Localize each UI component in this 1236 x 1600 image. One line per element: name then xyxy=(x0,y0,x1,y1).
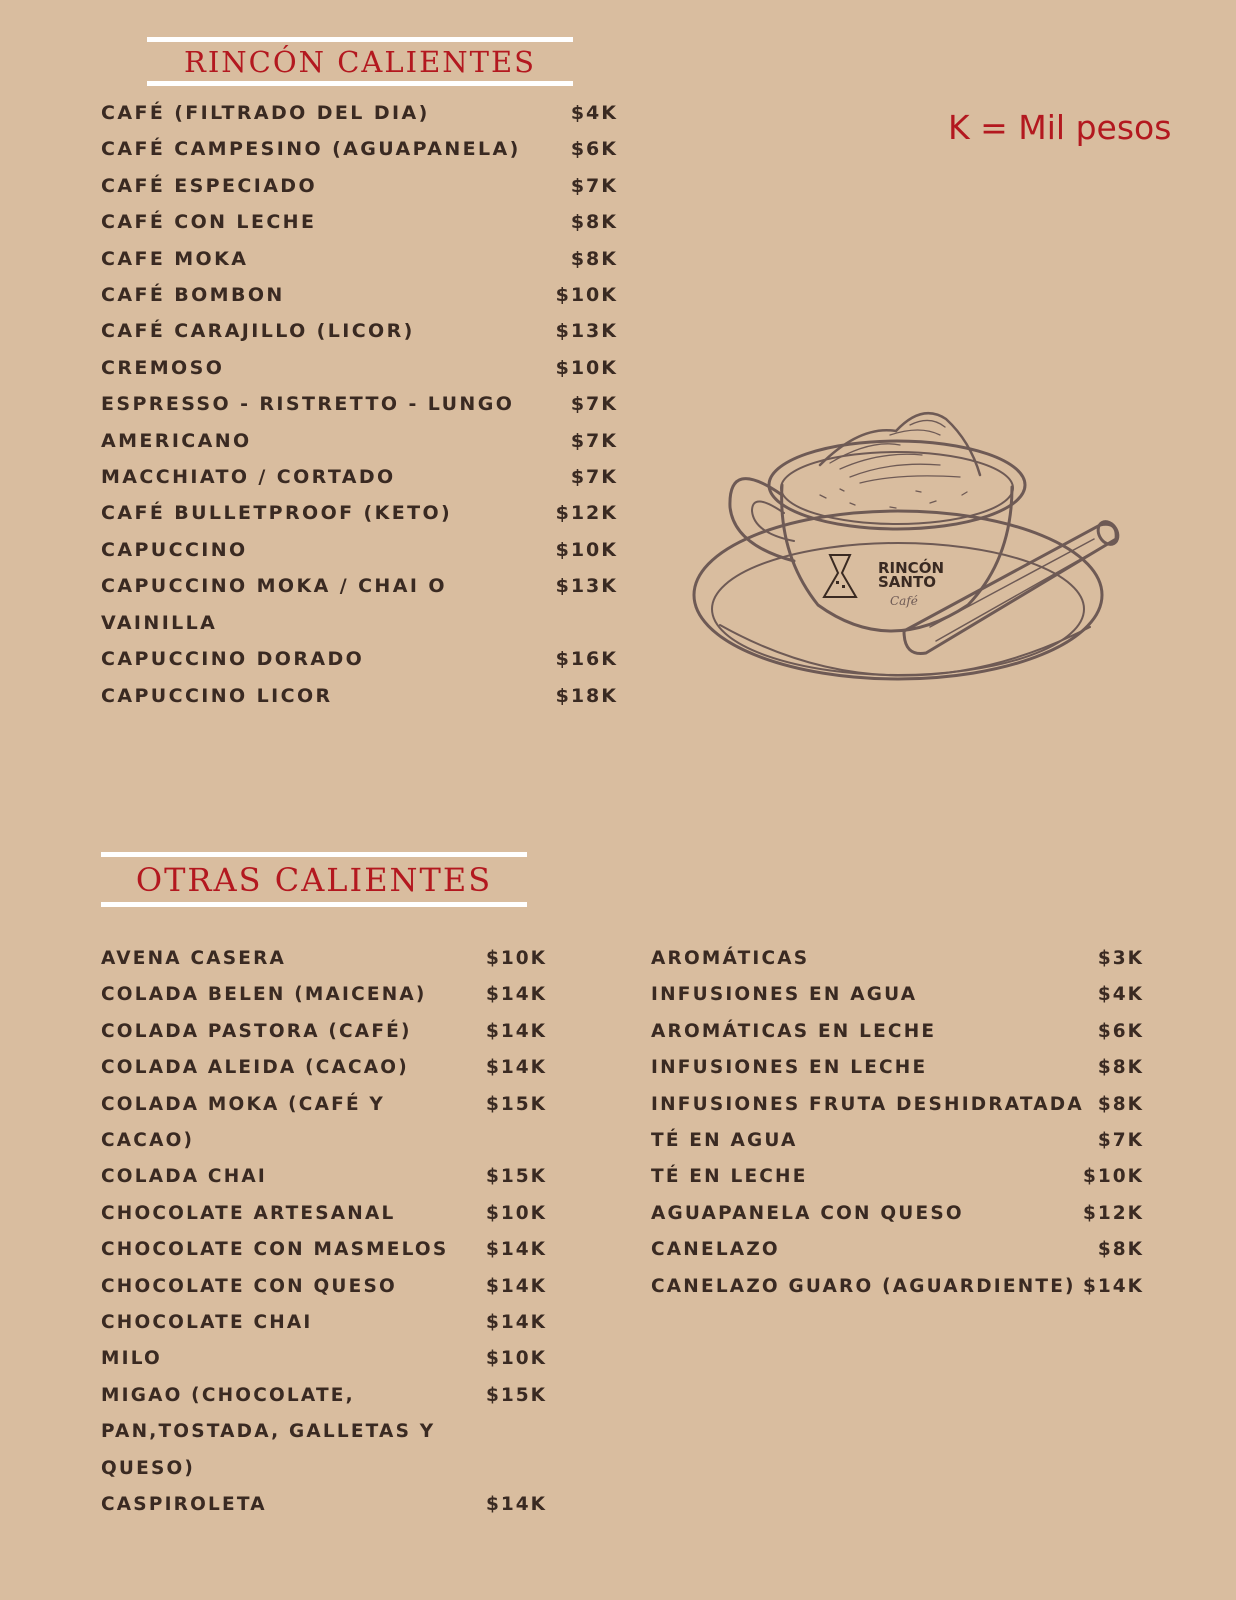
menu-item-price: $7K xyxy=(570,174,618,197)
menu-item-price: $12K xyxy=(1083,1202,1144,1224)
menu-item-price: $10K xyxy=(555,538,618,561)
menu-item-name: CAFÉ BOMBON xyxy=(101,284,285,307)
menu-list-rincon-calientes xyxy=(101,95,618,714)
menu-item xyxy=(101,678,618,714)
menu-item-price: $13K xyxy=(555,575,618,598)
menu-item xyxy=(101,1232,547,1268)
cup-body xyxy=(782,485,1012,631)
menu-item-price: $15K xyxy=(486,1166,547,1188)
menu-item xyxy=(101,131,618,167)
menu-item xyxy=(651,1014,1144,1050)
menu-item xyxy=(101,459,618,495)
menu-item-name: CHOCOLATE CON MASMELOS xyxy=(101,1239,449,1261)
menu-item-name: CHOCOLATE CHAI xyxy=(101,1312,313,1334)
menu-item-name: COLADA MOKA (CAFÉ Y CACAO) xyxy=(101,1093,386,1152)
menu-item xyxy=(101,1050,547,1086)
menu-list-otras-calientes-left xyxy=(101,941,547,1524)
menu-item xyxy=(651,1196,1144,1232)
menu-item-price: $14K xyxy=(1083,1275,1144,1297)
menu-item xyxy=(651,1232,1144,1268)
section-title-otras-calientes: OTRAS CALIENTES xyxy=(101,852,527,907)
menu-item-price: $7K xyxy=(570,429,618,452)
menu-item-price: $14K xyxy=(486,1057,547,1079)
menu-item-name: COLADA ALEIDA (CACAO) xyxy=(101,1057,409,1079)
menu-item-price: $10K xyxy=(486,1348,547,1370)
menu-item-price: $10K xyxy=(486,948,547,969)
menu-item-name: CHOCOLATE ARTESANAL xyxy=(101,1202,396,1224)
menu-item-name: AVENA CASERA xyxy=(101,948,287,969)
menu-item-price: $10K xyxy=(1083,1166,1144,1188)
menu-item-name: CAFÉ (FILTRADO DEL DIA) xyxy=(101,102,430,124)
menu-item-name: CAPUCCINO LICOR xyxy=(101,684,333,707)
menu-item xyxy=(101,568,618,641)
menu-item-price: $14K xyxy=(486,1275,547,1297)
logo-line2: SANTO xyxy=(878,573,936,591)
menu-item-price: $10K xyxy=(486,1202,547,1224)
menu-item-name: CAFÉ ESPECIADO xyxy=(101,174,318,197)
menu-item xyxy=(651,1087,1144,1123)
menu-item-price: $8K xyxy=(1097,1239,1144,1261)
menu-item-price: $7K xyxy=(570,393,618,416)
menu-item-name: CAFE MOKA xyxy=(101,247,249,270)
menu-item-price: $13K xyxy=(555,320,618,343)
menu-item xyxy=(101,941,547,977)
menu-item-price: $3K xyxy=(1097,948,1144,969)
menu-item-name: MACCHIATO / CORTADO xyxy=(101,466,396,489)
menu-item-name: TÉ EN AGUA xyxy=(651,1130,798,1152)
menu-item xyxy=(101,423,618,459)
menu-item-price: $8K xyxy=(1097,1093,1144,1115)
menu-item-name: CAPUCCINO MOKA / CHAI O VAINILLA xyxy=(101,575,447,634)
menu-item xyxy=(651,941,1144,977)
menu-item-name: CREMOSO xyxy=(101,356,225,379)
menu-item xyxy=(651,1159,1144,1195)
menu-item xyxy=(101,1341,547,1377)
menu-item xyxy=(101,495,618,531)
menu-item-price: $8K xyxy=(1097,1057,1144,1079)
menu-item-name: ESPRESSO - RISTRETTO - LUNGO xyxy=(101,393,515,416)
menu-item-name: MILO xyxy=(101,1348,162,1370)
menu-item-name: COLADA PASTORA (CAFÉ) xyxy=(101,1020,412,1042)
menu-item xyxy=(101,641,618,677)
menu-item-price: $14K xyxy=(486,984,547,1006)
menu-item-name: CAFÉ CARAJILLO (LICOR) xyxy=(101,320,415,343)
menu-item-name: CASPIROLETA xyxy=(101,1494,267,1516)
menu-item xyxy=(101,1014,547,1050)
menu-item xyxy=(101,532,618,568)
menu-item-name: CAPUCCINO DORADO xyxy=(101,648,365,671)
menu-item xyxy=(651,1050,1144,1086)
coffee-cup-illustration xyxy=(690,395,1150,715)
menu-item-name: AMERICANO xyxy=(101,429,252,452)
menu-item-price: $16K xyxy=(555,648,618,671)
menu-item-name: TÉ EN LECHE xyxy=(651,1166,808,1188)
menu-item xyxy=(101,1159,547,1195)
menu-item xyxy=(651,977,1144,1013)
menu-item-price: $14K xyxy=(486,1494,547,1516)
menu-item xyxy=(101,977,547,1013)
menu-item-price: $14K xyxy=(486,1312,547,1334)
menu-item xyxy=(101,386,618,422)
menu-item-price: $8K xyxy=(570,247,618,270)
menu-item-name: INFUSIONES EN AGUA xyxy=(651,984,918,1006)
menu-item xyxy=(101,241,618,277)
menu-item-name: AROMÁTICAS xyxy=(651,948,810,969)
menu-item-price: $10K xyxy=(555,356,618,379)
menu-item xyxy=(101,1487,547,1523)
menu-item xyxy=(101,277,618,313)
menu-item-name: AROMÁTICAS EN LECHE xyxy=(651,1020,937,1042)
menu-item-name: MIGAO (CHOCOLATE, PAN,TOSTADA, GALLETAS Y QUESO) xyxy=(101,1384,436,1479)
menu-item-price: $15K xyxy=(486,1384,547,1406)
menu-list-otras-calientes-right xyxy=(651,941,1144,1305)
menu-item-price: $4K xyxy=(570,102,618,124)
menu-item-price: $14K xyxy=(486,1239,547,1261)
price-unit-note: K = Mil pesos xyxy=(948,108,1172,147)
cinnamon-stick xyxy=(904,518,1122,653)
logo-line1: RINCÓN xyxy=(878,559,944,577)
menu-item-name: INFUSIONES EN LECHE xyxy=(651,1057,928,1079)
menu-item-name: CANELAZO xyxy=(651,1239,780,1261)
menu-item xyxy=(651,1123,1144,1159)
menu-item-name: AGUAPANELA CON QUESO xyxy=(651,1202,964,1224)
menu-item xyxy=(101,95,618,131)
menu-item-name: INFUSIONES FRUTA DESHIDRATADA xyxy=(651,1093,1084,1115)
menu-item-name: COLADA BELEN (MAICENA) xyxy=(101,984,427,1006)
menu-item xyxy=(101,168,618,204)
menu-item-price: $6K xyxy=(1097,1020,1144,1042)
menu-item-name: CAFÉ CON LECHE xyxy=(101,211,317,234)
menu-item-name: CAFÉ CAMPESINO (AGUAPANELA) xyxy=(101,138,521,161)
menu-item xyxy=(101,1087,547,1160)
menu-item xyxy=(101,1305,547,1341)
menu-item-price: $4K xyxy=(1097,984,1144,1006)
menu-item-price: $10K xyxy=(555,284,618,307)
menu-item xyxy=(651,1269,1144,1305)
menu-item xyxy=(101,350,618,386)
menu-item-price: $14K xyxy=(486,1020,547,1042)
menu-item xyxy=(101,1196,547,1232)
menu-item-name: CAPUCCINO xyxy=(101,538,248,561)
menu-item-price: $8K xyxy=(570,211,618,234)
menu-item-name: COLADA CHAI xyxy=(101,1166,267,1188)
menu-item-price: $6K xyxy=(570,138,618,161)
menu-item-price: $7K xyxy=(570,466,618,489)
cup-handle xyxy=(730,479,794,561)
menu-item-name: CAFÉ BULLETPROOF (KETO) xyxy=(101,502,453,525)
menu-item-price: $18K xyxy=(555,684,618,707)
section-title-rincon-calientes: RINCÓN CALIENTES xyxy=(147,37,573,86)
menu-item-price: $12K xyxy=(555,502,618,525)
menu-item xyxy=(101,1269,547,1305)
menu-item-name: CANELAZO GUARO (AGUARDIENTE) xyxy=(651,1275,1076,1297)
menu-item xyxy=(101,204,618,240)
menu-item xyxy=(101,313,618,349)
menu-item xyxy=(101,1378,547,1487)
menu-item-price: $7K xyxy=(1097,1130,1144,1152)
menu-item-price: $15K xyxy=(486,1093,547,1115)
logo-line3: Café xyxy=(890,594,918,608)
menu-item-name: CHOCOLATE CON QUESO xyxy=(101,1275,397,1297)
rincon-santo-logo xyxy=(824,555,944,608)
